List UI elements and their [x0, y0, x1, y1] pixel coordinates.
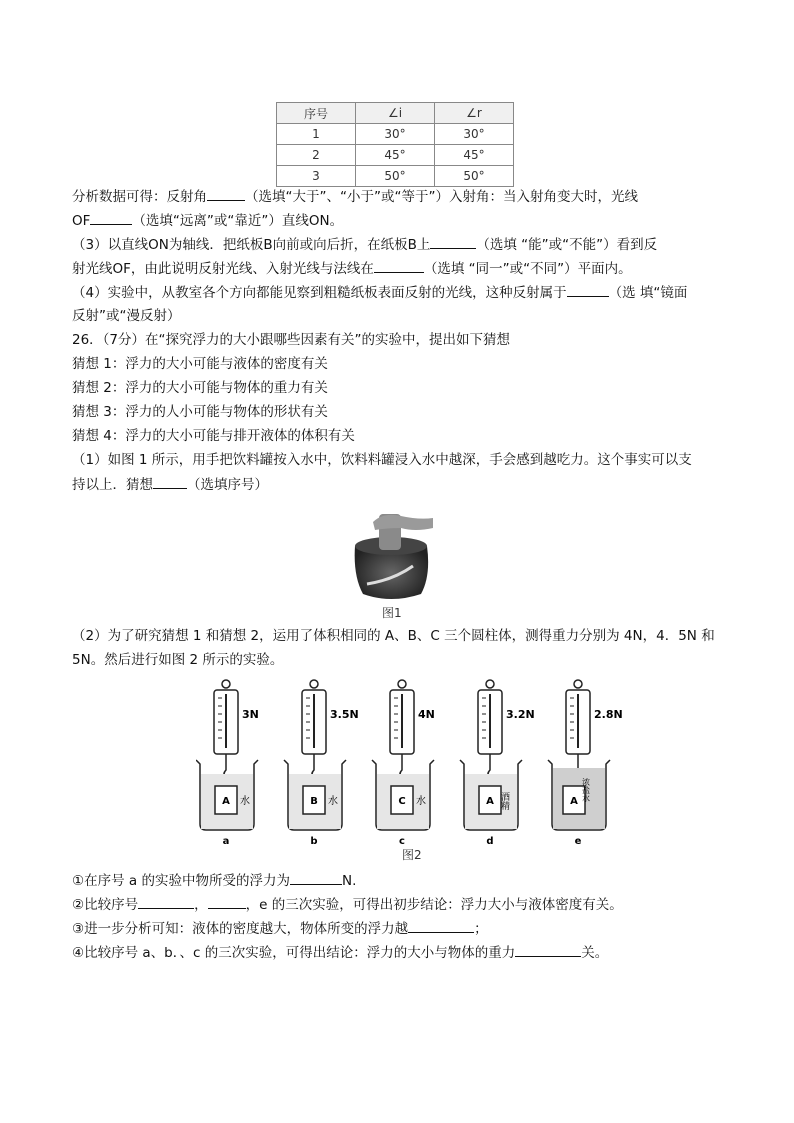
ring-icon	[398, 680, 406, 688]
question-line	[72, 918, 488, 939]
text: ，e 的三次实验，可得出初步结论：浮力大小与液体密度有关。	[245, 897, 623, 913]
setup-e	[548, 680, 623, 847]
scale-reading: 3N	[242, 708, 259, 721]
answer-blank[interactable]	[567, 282, 609, 297]
text: N.	[341, 873, 357, 889]
liquid-label: 水	[328, 796, 338, 807]
liquid-label: 浓盐水	[581, 778, 591, 802]
hypothesis-4: 猜想 4：浮力的大小可能与排开液体的体积有关	[72, 428, 355, 444]
question-title: 26．（7分）在“探究浮力的大小跟哪些因素有关”的实验中，提出如下猜想	[72, 332, 511, 348]
table-header: 序号	[277, 103, 356, 124]
hypothesis-3: 猜想 3：浮力的人小可能与物体的形状有关	[72, 404, 328, 420]
question-line: （2）为了研究猜想 1 和猜想 2，运用了体积相同的 A、B、C 三个圆柱体，测得重力分别为 4N，4．5N 和	[72, 628, 715, 644]
text: 关。	[581, 945, 609, 961]
answer-blank[interactable]	[207, 186, 245, 201]
setup-label: a	[222, 836, 230, 847]
table-cell: 3	[277, 166, 356, 187]
text: ，	[194, 897, 208, 913]
answer-blank[interactable]	[90, 210, 132, 225]
setup-label: e	[574, 836, 582, 847]
text: ②比较序号	[72, 897, 139, 913]
text: （选 填“镜面	[608, 285, 688, 301]
answer-blank[interactable]	[138, 894, 194, 909]
text: ④比较序号 a、b．、c 的三次实验，可得出结论：浮力的大小与物体的重力	[72, 945, 516, 961]
text: （选填“大于”、“小于”或“等于”）入射角：当入射角变大时，光线	[245, 189, 638, 205]
scale-reading: 3.2N	[506, 708, 535, 721]
text: 射光线OF，由此说明反射光线、入射光线与法线在	[72, 261, 374, 277]
block-label: A	[222, 796, 230, 807]
answer-blank[interactable]	[408, 918, 474, 933]
block-label: C	[398, 796, 406, 807]
hypothesis-2: 猜想 2：浮力的大小可能与物体的重力有关	[72, 380, 328, 396]
text: （4）实验中，从教室各个方向都能见察到粗糙纸板表面反射的光线，这种反射属于	[72, 285, 567, 301]
table-row	[277, 145, 514, 166]
answer-blank[interactable]	[515, 942, 581, 957]
answer-blank[interactable]	[430, 234, 476, 249]
question-line	[72, 474, 268, 495]
question-line	[72, 870, 356, 891]
table-row	[277, 124, 514, 145]
table-header-row	[277, 103, 514, 124]
table-cell: 45°	[356, 145, 435, 166]
ring-icon	[486, 680, 494, 688]
question-line: 5N。然后进行如图 2 所示的实验。	[72, 652, 284, 668]
question-line	[72, 942, 608, 963]
block-label: A	[486, 796, 494, 807]
angle-table	[276, 102, 514, 187]
text: （选填“远离”或“靠近”）直线ON。	[132, 213, 344, 229]
liquid-label: 水	[416, 796, 426, 807]
table-cell: 1	[277, 124, 356, 145]
answer-blank[interactable]	[374, 258, 424, 273]
liquid-label: 酒精	[499, 792, 509, 810]
figure-1-photo	[343, 506, 439, 602]
question-line	[72, 234, 657, 255]
question-line	[72, 186, 638, 207]
figure-2-diagram	[196, 678, 628, 850]
text: （选填 “同一”或“不同”）平面内。	[423, 261, 632, 277]
question-line	[72, 210, 343, 231]
question-line	[72, 282, 687, 303]
text: OF	[72, 213, 91, 229]
table-cell: 30°	[435, 124, 514, 145]
table-cell: 30°	[356, 124, 435, 145]
ring-icon	[574, 680, 582, 688]
table-header: ∠i	[356, 103, 435, 124]
scale-reading: 3.5N	[330, 708, 359, 721]
scale-reading: 4N	[418, 708, 435, 721]
scale-reading: 2.8N	[594, 708, 623, 721]
text: （3）以直线ON为轴线．把纸板B向前或向后折，在纸板B上	[72, 237, 431, 253]
text: （选填序号）	[187, 477, 268, 493]
liquid-label: 水	[240, 796, 250, 807]
table-header: ∠r	[435, 103, 514, 124]
table-cell: 50°	[435, 166, 514, 187]
question-line	[72, 894, 623, 915]
text: ③进一步分析可知：液体的密度越大，物体所变的浮力越	[72, 921, 409, 937]
hypothesis-1: 猜想 1：浮力的大小可能与液体的密度有关	[72, 356, 328, 372]
setup-label: c	[399, 836, 405, 847]
answer-blank[interactable]	[208, 894, 246, 909]
text: （选填 “能”或“不能”）看到反	[476, 237, 658, 253]
setup-d	[460, 680, 535, 847]
figure-1-caption: 图1	[382, 606, 402, 620]
question-line: 反射”或“漫反射）	[72, 308, 181, 324]
figure-2-caption: 图2	[402, 848, 422, 862]
block-label: B	[310, 796, 318, 807]
text: ①在序号 a 的实验中物所受的浮力为	[72, 873, 290, 889]
table-cell: 50°	[356, 166, 435, 187]
text: ；	[474, 921, 488, 937]
table-cell: 2	[277, 145, 356, 166]
setup-c	[372, 680, 435, 847]
text: 持以上．猜想	[72, 477, 153, 493]
table-cell: 45°	[435, 145, 514, 166]
question-line: （1）如图 1 所示，用手把饮料罐按入水中，饮料料罐浸入水中越深，手会感到越吃力。这个事实可以支	[72, 452, 692, 468]
answer-blank[interactable]	[153, 474, 187, 489]
text: 分析数据可得：反射角	[72, 189, 207, 205]
block-label: A	[570, 796, 578, 807]
ring-icon	[222, 680, 230, 688]
answer-blank[interactable]	[290, 870, 342, 885]
table-row	[277, 166, 514, 187]
ring-icon	[310, 680, 318, 688]
setup-a	[196, 680, 259, 847]
setup-label: b	[310, 836, 318, 847]
setup-b	[284, 680, 359, 847]
setup-label: d	[486, 836, 494, 847]
question-line	[72, 258, 632, 279]
